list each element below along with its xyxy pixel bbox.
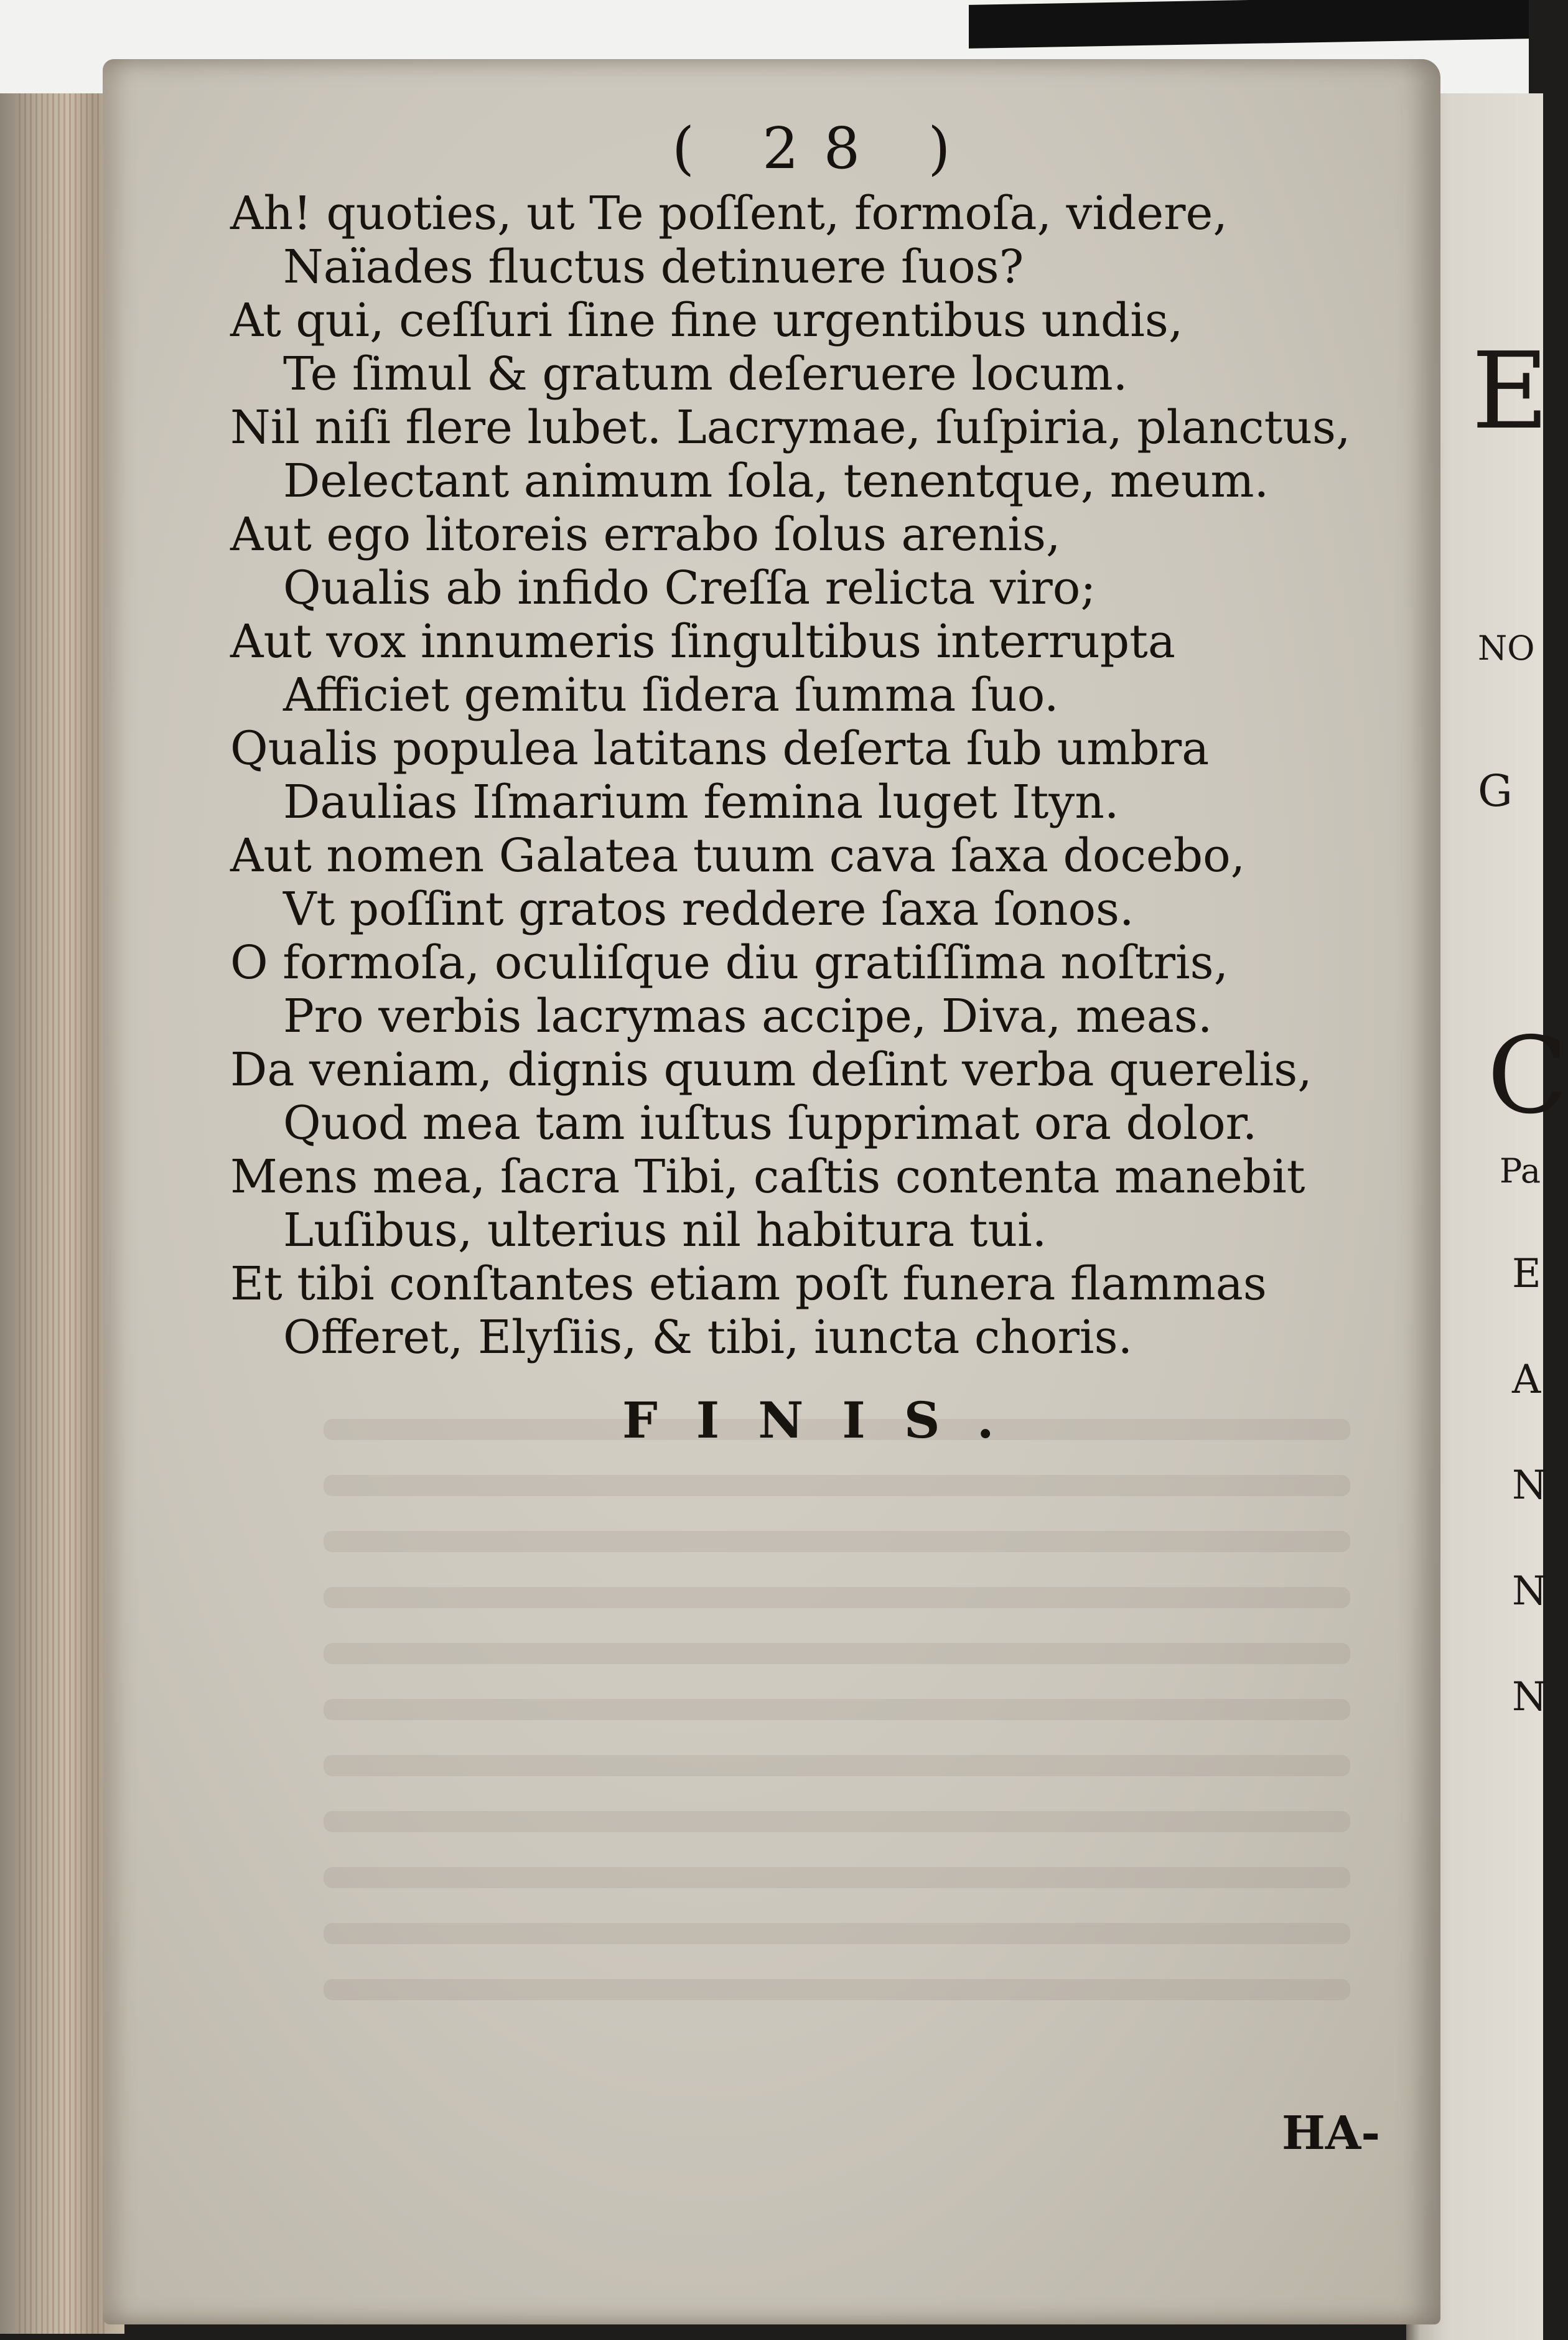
catchword: HA- <box>1282 2107 1381 2160</box>
verse-line: Aut ego litoreis errabo ſolus arenis, <box>230 508 1061 561</box>
verse-line: Et tibi conſtantes etiam poſt funera flammas <box>230 1257 1267 1311</box>
verse-line: Delectant animum ſola, tenentque, meum. <box>283 454 1269 508</box>
facing-page-fragment: G <box>1478 765 1513 817</box>
verse-line: Daulias Iſmarium femina luget Ityn. <box>283 775 1119 829</box>
verse-line: Pro verbis lacrymas accipe, Diva, meas. <box>283 990 1213 1043</box>
bleed-through <box>324 1811 1350 1832</box>
facing-page-fragment: E <box>1472 330 1549 453</box>
poem-text <box>230 187 1350 1364</box>
bleed-through <box>324 1531 1350 1552</box>
facing-page-fragment: N <box>1512 1568 1547 1614</box>
facing-page-fragment: Pa <box>1500 1151 1541 1191</box>
bleed-through <box>324 1475 1350 1496</box>
verse-line: Offeret, Elyſiis, & tibi, iuncta choris. <box>283 1311 1133 1364</box>
page-number: ( 28 ) <box>672 115 976 182</box>
verse-line: Quod mea tam iuſtus ſupprimat ora dolor. <box>283 1097 1258 1150</box>
bleed-through <box>324 1867 1350 1888</box>
verse-line: Luſibus, ulterius nil habitura tui. <box>283 1204 1047 1257</box>
verse-line: Afficiet gemitu ſidera ſumma ſuo. <box>283 668 1059 722</box>
verse-line: Aut nomen Galatea tuum cava ſaxa docebo, <box>230 829 1246 882</box>
facing-page-fragment: N <box>1512 1674 1547 1720</box>
bleed-through <box>324 1643 1350 1664</box>
verse-line: At qui, ceſſuri ſine fine urgentibus undis, <box>230 294 1183 347</box>
finis-heading: FINIS. <box>622 1391 1033 1449</box>
verse-line: Naïades fluctus detinuere ſuos? <box>283 240 1024 294</box>
verse-line: Ah! quoties, ut Te poſſent, formoſa, videre, <box>230 187 1228 240</box>
verse-line: Qualis ab infido Creſſa relicta viro; <box>283 561 1096 615</box>
verse-line: O formoſa, oculiſque diu gratiſſima noſtris, <box>230 936 1229 990</box>
verse-line: Mens mea, ſacra Tibi, caſtis contenta manebit <box>230 1150 1305 1204</box>
facing-page-fragment: NO <box>1478 629 1535 668</box>
facing-page-fragment: C <box>1487 1014 1568 1138</box>
facing-page-fragment: A <box>1512 1357 1541 1403</box>
verse-line: Da veniam, dignis quum deſint verba querelis, <box>230 1043 1312 1097</box>
bleed-through <box>324 1755 1350 1776</box>
verse-line: Nil niſi flere lubet. Lacrymae, ſuſpiria, planctus, <box>230 401 1351 454</box>
facing-page-fragment: E <box>1512 1251 1541 1297</box>
bleed-through <box>324 1979 1350 2000</box>
verse-line: Vt poſſint gratos reddere ſaxa ſonos. <box>283 882 1134 936</box>
bleed-through <box>324 1923 1350 1944</box>
bleed-through <box>324 1699 1350 1720</box>
bleed-through <box>324 1587 1350 1608</box>
verse-line: Aut vox innumeris ſingultibus interrupta <box>230 615 1175 668</box>
verse-line: Qualis populea latitans deſerta ſub umbra <box>230 722 1210 775</box>
facing-page-fragment: N <box>1512 1462 1547 1509</box>
verse-line: Te ſimul & gratum deſeruere locum. <box>283 347 1128 401</box>
